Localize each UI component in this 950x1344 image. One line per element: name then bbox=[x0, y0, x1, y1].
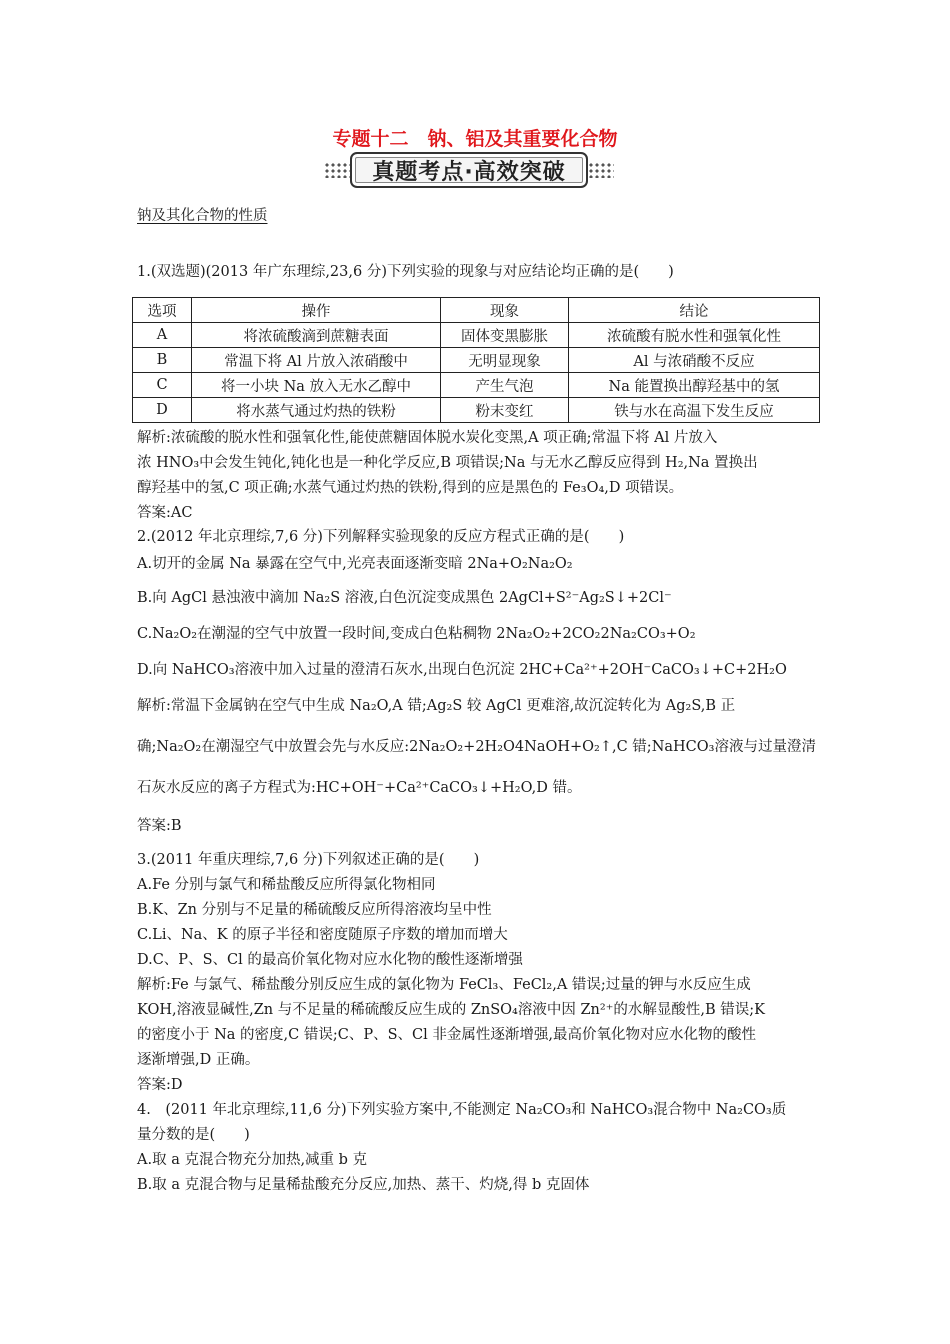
q4-stem-line: 量分数的是( ) bbox=[137, 1127, 250, 1143]
q1-table bbox=[132, 297, 820, 423]
page-title: 专题十二 钠、铝及其重要化合物 bbox=[332, 128, 618, 150]
q2-analysis-line: 解析:常温下金属钠在空气中生成 Na₂O,A 错;Ag₂S 较 AgCl 更难溶,故沉淀转化为 Ag₂S,B 正 bbox=[137, 698, 736, 714]
q2-option-a: A.切开的金属 Na 暴露在空气中,光亮表面逐渐变暗 2Na+O₂Na₂O₂ bbox=[137, 556, 573, 572]
table-cell: 常温下将 Al 片放入浓硝酸中 bbox=[192, 348, 441, 373]
q3-option-a: A.Fe 分别与氯气和稀盐酸反应所得氯化物相同 bbox=[137, 877, 436, 893]
q3-analysis-line: KOH,溶液显碱性,Zn 与不足量的稀硫酸反应生成的 ZnSO₄溶液中因 Zn²⁺的水解显酸性,B 错误;K bbox=[137, 1002, 765, 1018]
table-cell: 将一小块 Na 放入无水乙醇中 bbox=[192, 373, 441, 398]
table-header-cell: 现象 bbox=[441, 298, 569, 323]
banner-label: 真题考点·高效突破 bbox=[372, 160, 566, 185]
q4-option-b: B.取 a 克混合物与足量稀盐酸充分反应,加热、蒸干、灼烧,得 b 克固体 bbox=[137, 1177, 590, 1193]
table-cell: 浓硫酸有脱水性和强氧化性 bbox=[569, 323, 820, 348]
table-header-cell: 结论 bbox=[569, 298, 820, 323]
section-banner bbox=[338, 152, 600, 188]
q2-answer: 答案:B bbox=[137, 818, 182, 834]
table-row bbox=[133, 398, 820, 423]
q2-option-b: B.向 AgCl 悬浊液中滴加 Na₂S 溶液,白色沉淀变成黑色 2AgCl+S²⁻Ag₂S↓+2Cl⁻ bbox=[137, 590, 672, 606]
q1-analysis-line: 浓 HNO₃中会发生钝化,钝化也是一种化学反应,B 项错误;Na 与无水乙醇反应得到 H₂,Na 置换出 bbox=[137, 455, 758, 471]
q1-analysis-line: 醇羟基中的氢,C 项正确;水蒸气通过灼热的铁粉,得到的应是黑色的 Fe₃O₄,D 项错误。 bbox=[137, 480, 684, 496]
table-cell: 将浓硫酸滴到蔗糖表面 bbox=[192, 323, 441, 348]
q3-option-d: D.C、P、S、Cl 的最高价氧化物对应水化物的酸性逐渐增强 bbox=[137, 952, 523, 968]
q3-analysis-line: 解析:Fe 与氯气、稀盐酸分别反应生成的氯化物为 FeCl₃、FeCl₂,A 错误;过量的钾与水反应生成 bbox=[137, 977, 751, 993]
q2-stem: 2.(2012 年北京理综,7,6 分)下列解释实验现象的反应方程式正确的是( ) bbox=[137, 529, 625, 545]
table-cell: 固体变黑膨胀 bbox=[441, 323, 569, 348]
table-cell: 将水蒸气通过灼热的铁粉 bbox=[192, 398, 441, 423]
table-header-row bbox=[133, 298, 820, 323]
table-row bbox=[133, 323, 820, 348]
q1-answer: 答案:AC bbox=[137, 505, 193, 521]
table-row bbox=[133, 373, 820, 398]
q3-option-b: B.K、Zn 分别与不足量的稀硫酸反应所得溶液均呈中性 bbox=[137, 902, 492, 918]
q1-analysis-line: 解析:浓硫酸的脱水性和强氧化性,能使蔗糖固体脱水炭化变黑,A 项正确;常温下将 Al 片放入 bbox=[137, 430, 718, 446]
table-cell: Na 能置换出醇羟基中的氢 bbox=[569, 373, 820, 398]
q1-stem: 1.(双选题)(2013 年广东理综,23,6 分)下列实验的现象与对应结论均正确的是( ) bbox=[137, 264, 674, 280]
q3-analysis-line: 的密度小于 Na 的密度,C 错误;C、P、S、Cl 非金属性逐渐增强,最高价氧化物对应水化物的酸性 bbox=[137, 1027, 756, 1043]
table-cell: Al 与浓硝酸不反应 bbox=[569, 348, 820, 373]
q2-option-c: C.Na₂O₂在潮湿的空气中放置一段时间,变成白色粘稠物 2Na₂O₂+2CO₂2Na₂CO₃+O₂ bbox=[137, 626, 696, 642]
q4-option-a: A.取 a 克混合物充分加热,减重 b 克 bbox=[137, 1152, 368, 1168]
table-cell: 无明显现象 bbox=[441, 348, 569, 373]
table-cell: B bbox=[133, 348, 192, 373]
q3-stem: 3.(2011 年重庆理综,7,6 分)下列叙述正确的是( ) bbox=[137, 852, 480, 868]
q2-analysis-line: 石灰水反应的离子方程式为:HC+OH⁻+Ca²⁺CaCO₃↓+H₂O,D 错。 bbox=[137, 780, 582, 796]
table-row bbox=[133, 348, 820, 373]
table-header-cell: 选项 bbox=[133, 298, 192, 323]
table-cell: A bbox=[133, 323, 192, 348]
table-cell: 粉末变红 bbox=[441, 398, 569, 423]
table-cell: D bbox=[133, 398, 192, 423]
q2-analysis-line: 确;Na₂O₂在潮湿空气中放置会先与水反应:2Na₂O₂+2H₂O4NaOH+O₂↑,C 错;NaHCO₃溶液与过量澄清 bbox=[137, 739, 816, 755]
table-cell: 铁与水在高温下发生反应 bbox=[569, 398, 820, 423]
table-header-cell: 操作 bbox=[192, 298, 441, 323]
q2-option-d: D.向 NaHCO₃溶液中加入过量的澄清石灰水,出现白色沉淀 2HC+Ca²⁺+2OH⁻CaCO₃↓+C+2H₂O bbox=[137, 662, 787, 678]
q3-option-c: C.Li、Na、K 的原子半径和密度随原子序数的增加而增大 bbox=[137, 927, 508, 943]
table-cell: C bbox=[133, 373, 192, 398]
section-title: 钠及其化合物的性质 bbox=[137, 208, 268, 224]
q4-stem-line: 4. (2011 年北京理综,11,6 分)下列实验方案中,不能测定 Na₂CO₃和 NaHCO₃混合物中 Na₂CO₃质 bbox=[137, 1102, 787, 1118]
table-cell: 产生气泡 bbox=[441, 373, 569, 398]
q3-analysis-line: 逐渐增强,D 正确。 bbox=[137, 1052, 260, 1068]
q3-answer: 答案:D bbox=[137, 1077, 183, 1093]
